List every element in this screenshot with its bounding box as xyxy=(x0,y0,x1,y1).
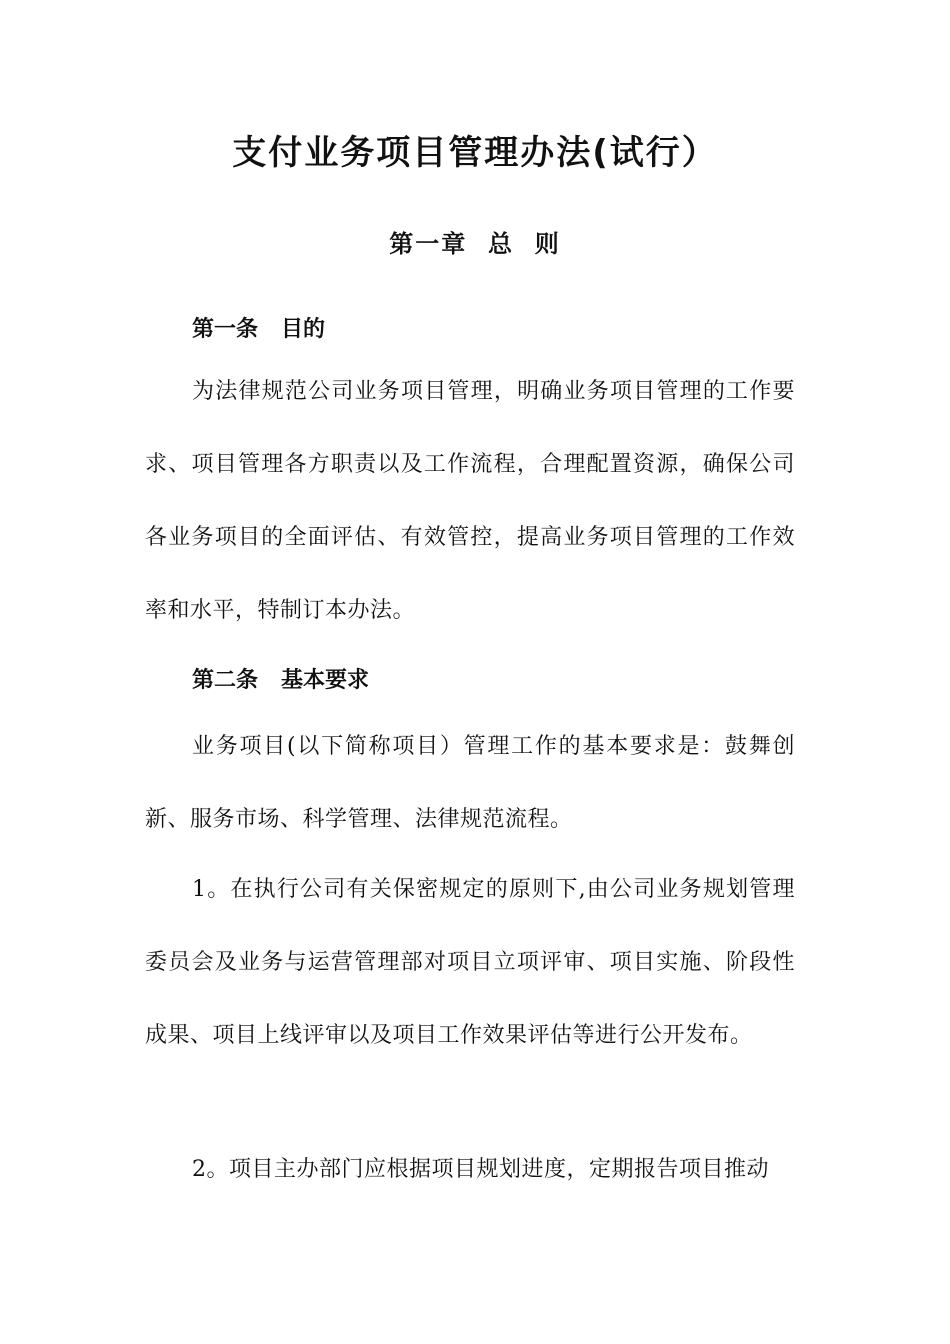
article-2-heading: 第二条 基本要求 xyxy=(192,668,369,693)
article-1-heading: 第一条 目的 xyxy=(192,317,325,342)
document-title: 支付业务项目管理办法(试行） xyxy=(232,133,718,173)
article-2-paragraph-intro: 业务项目(以下简称项目）管理工作的基本要求是：鼓舞创新、服务市场、科学管理、法律规范流程。 xyxy=(145,734,795,832)
article-2-paragraph-item-2: 2。项目主办部门应根据项目规划进度，定期报告项目推动 xyxy=(192,1157,769,1182)
article-2-paragraph-item-1: 1。在执行公司有关保密规定的原则下,由公司业务规划管理委员会及业务与运营管理部对项目立项评审、项目实施、阶段性成果、项目上线评审以及项目工作效果评估等进行公开发布。 xyxy=(145,877,795,1048)
article-1-paragraph: 为法律规范公司业务项目管理，明确业务项目管理的工作要求、项目管理各方职责以及工作流程，合理配置资源，确保公司各业务项目的全面评估、有效管控，提高业务项目管理的工作效率和水平，特制订本办法。 xyxy=(145,379,795,623)
chapter-title: 第一章 总 则 xyxy=(389,230,561,258)
